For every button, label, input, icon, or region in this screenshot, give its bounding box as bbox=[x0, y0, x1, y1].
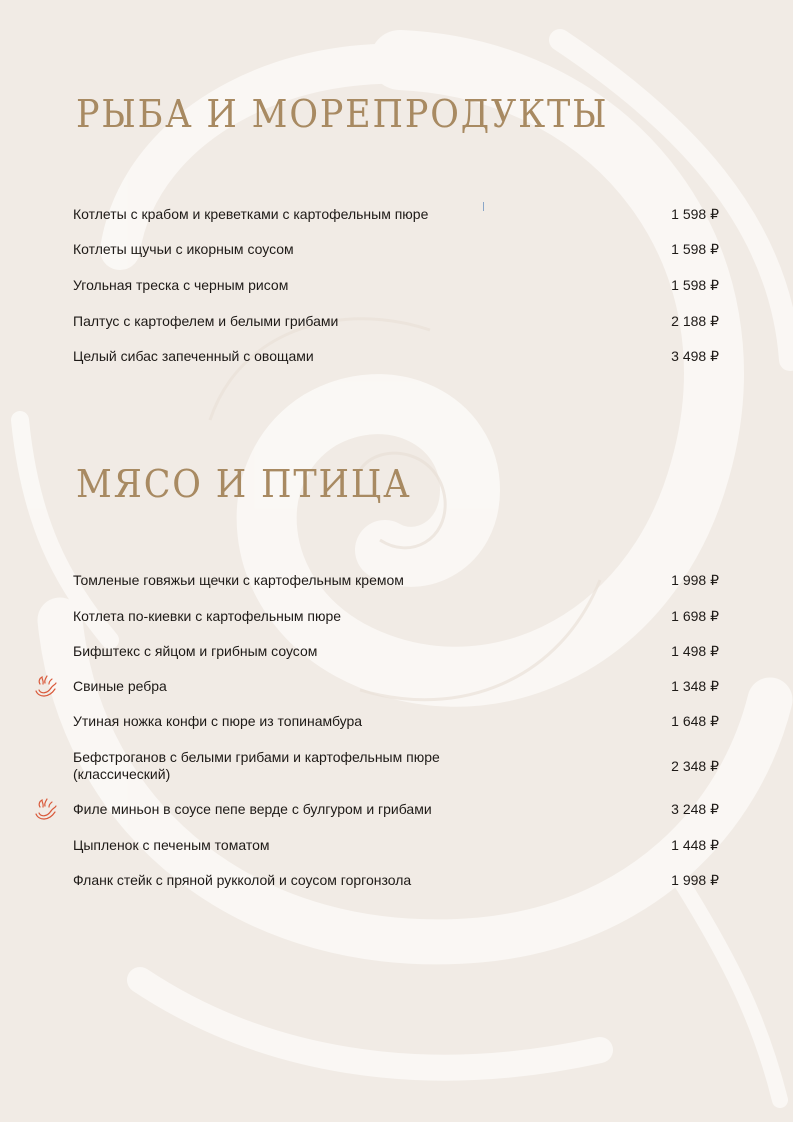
menu-item bbox=[73, 837, 719, 854]
menu-item bbox=[73, 313, 719, 330]
menu-item bbox=[73, 713, 719, 730]
item-price: 1 498 ₽ bbox=[671, 643, 719, 659]
item-price: 2 348 ₽ bbox=[671, 757, 719, 774]
item-price: 1 998 ₽ bbox=[671, 572, 719, 588]
item-name: Палтус с картофелем и белыми грибами bbox=[73, 313, 339, 329]
item-price: 1 698 ₽ bbox=[671, 608, 719, 624]
item-price: 1 348 ₽ bbox=[671, 678, 719, 694]
item-name: Котлета по-киевки с картофельным пюре bbox=[73, 608, 342, 624]
item-price: 1 448 ₽ bbox=[671, 837, 719, 853]
item-name: Котлеты с крабом и креветками с картофельным пюре bbox=[73, 206, 429, 222]
menu-item bbox=[73, 241, 719, 258]
menu-item bbox=[73, 608, 719, 625]
menu-item bbox=[73, 749, 719, 783]
item-name: Целый сибас запеченный с овощами bbox=[73, 348, 314, 364]
item-name: Утиная ножка конфи с пюре из топинамбура bbox=[73, 713, 363, 729]
item-name: Бифштекс с яйцом и грибным соусом bbox=[73, 643, 318, 659]
item-price: 3 248 ₽ bbox=[671, 801, 719, 817]
item-price: 1 598 ₽ bbox=[671, 206, 719, 222]
spicy-pepper-icon bbox=[31, 673, 59, 701]
item-name: Филе миньон в соусе пепе верде с булгуром и грибами bbox=[73, 801, 432, 817]
item-price: 3 498 ₽ bbox=[671, 348, 719, 364]
item-price: 1 598 ₽ bbox=[671, 241, 719, 257]
section-title: МЯСО И ПТИЦА bbox=[76, 462, 412, 506]
item-price: 1 998 ₽ bbox=[671, 872, 719, 888]
section-title: РЫБА И МОРЕПРОДУКТЫ bbox=[76, 92, 609, 136]
item-price: 2 188 ₽ bbox=[671, 313, 719, 329]
item-name: Свиные ребра bbox=[73, 678, 167, 694]
menu-item bbox=[73, 643, 719, 660]
spicy-pepper-icon bbox=[31, 796, 59, 824]
menu-item bbox=[73, 277, 719, 294]
item-price: 1 598 ₽ bbox=[671, 277, 719, 293]
item-price: 1 648 ₽ bbox=[671, 713, 719, 729]
menu-item bbox=[73, 678, 719, 695]
menu-item bbox=[73, 206, 719, 223]
menu-item bbox=[73, 572, 719, 589]
item-name: Цыпленок с печеным томатом bbox=[73, 837, 270, 853]
item-name: Фланк стейк с пряной рукколой и соусом горгонзола bbox=[73, 872, 412, 888]
menu-item bbox=[73, 801, 719, 818]
menu-item bbox=[73, 872, 719, 889]
item-name: Котлеты щучьи с икорным соусом bbox=[73, 241, 294, 257]
item-name: Угольная треска с черным рисом bbox=[73, 277, 289, 293]
item-name: Томленые говяжьи щечки с картофельным кремом bbox=[73, 572, 404, 588]
item-name: Бефстроганов с белыми грибами и картофельным пюре (классический) bbox=[73, 749, 440, 782]
menu-item bbox=[73, 348, 719, 365]
